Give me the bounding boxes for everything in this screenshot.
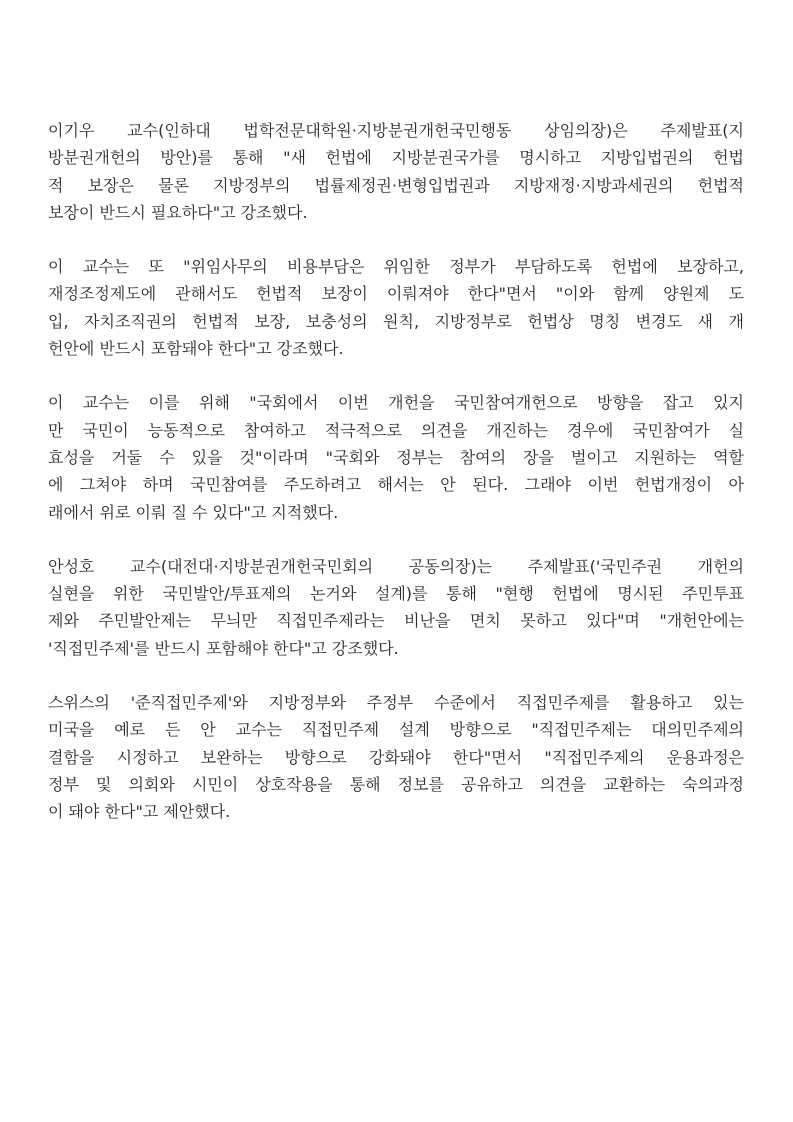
text-line: 정부 및 의회와 시민이 상호작용을 통해 정보를 공유하고 의견을 교환하는 숙의과정 <box>48 774 744 794</box>
article-body <box>48 117 744 853</box>
paragraph-3 <box>48 389 744 525</box>
paragraph-2 <box>48 253 744 362</box>
text-line: 래에서 위로 이뤄 질 수 있다"고 지적했다. <box>48 502 339 522</box>
text-line: 이 교수는 또 "위임사무의 비용부담은 위임한 정부가 부담하도록 헌법에 보장하고, <box>48 257 744 277</box>
text-line: 보장이 반드시 필요하다"고 강조했다. <box>48 202 308 222</box>
text-line: 방분권개헌의 방안)를 통해 "새 헌법에 지방분권국가를 명시하고 지방입법권의 헌법 <box>48 148 744 168</box>
paragraph-1 <box>48 117 744 226</box>
text-line: 만 국민이 능동적으로 참여하고 적극적으로 의견을 개진하는 경우에 국민참여가 실 <box>48 420 744 440</box>
text-line: 이 돼야 한다"고 제안했다. <box>48 802 231 822</box>
text-line: 안성호 교수(대전대·지방분권개헌국민회의 공동의장)는 주제발표('국민주권 개헌의 <box>48 556 744 576</box>
text-line: 스위스의 '준직접민주제'와 지방정부와 주정부 수준에서 직접민주제를 활용하고 있는 <box>48 693 744 713</box>
text-line: 헌안에 반드시 포함돼야 한다"고 강조했다. <box>48 339 344 359</box>
text-line: 재정조정제도에 관해서도 헌법적 보장이 이뤄져야 한다"면서 "이와 함께 양원제 도 <box>48 284 744 304</box>
text-line: 이기우 교수(인하대 법학전문대학원·지방분권개헌국민행동 상임의장)은 주제발표(지 <box>48 121 744 140</box>
paragraph-5 <box>48 689 744 825</box>
text-line: '직접민주제'를 반드시 포함해야 한다"고 강조했다. <box>48 638 399 658</box>
text-line: 결함을 시정하고 보완하는 방향으로 강화돼야 한다"면서 "직접민주제의 운용과정은 <box>48 747 744 767</box>
text-line: 미국을 예로 든 안 교수는 직접민주제 설계 방향으로 "직접민주제는 대의민주제의 <box>48 720 744 740</box>
text-line: 제와 주민발안제는 무늬만 직접민주제라는 비난을 면치 못하고 있다"며 "개헌안에는 <box>48 611 744 631</box>
text-line: 입, 자치조직권의 헌법적 보장, 보충성의 원칙, 지방정부로 헌법상 명칭 변경도 새 개 <box>48 311 744 331</box>
paragraph-4 <box>48 553 744 662</box>
text-line: 이 교수는 이를 위해 "국회에서 이번 개헌을 국민참여개헌으로 방향을 잡고 있지 <box>48 393 744 413</box>
text-line: 실현을 위한 국민발안/투표제의 논거와 설계)를 통해 "현행 헌법에 명시된 주민투표 <box>48 584 744 604</box>
text-line: 적 보장은 물론 지방정부의 법률제정권·변형입법권과 지방재정·지방과세권의 헌법적 <box>48 175 744 195</box>
text-line: 효성을 거둘 수 있을 것"이라며 "국회와 정부는 참여의 장을 벌이고 지원하는 역할 <box>48 447 744 467</box>
text-line: 에 그쳐야 하며 국민참여를 주도하려고 해서는 안 된다. 그래야 이번 헌법개정이 아 <box>48 475 744 495</box>
